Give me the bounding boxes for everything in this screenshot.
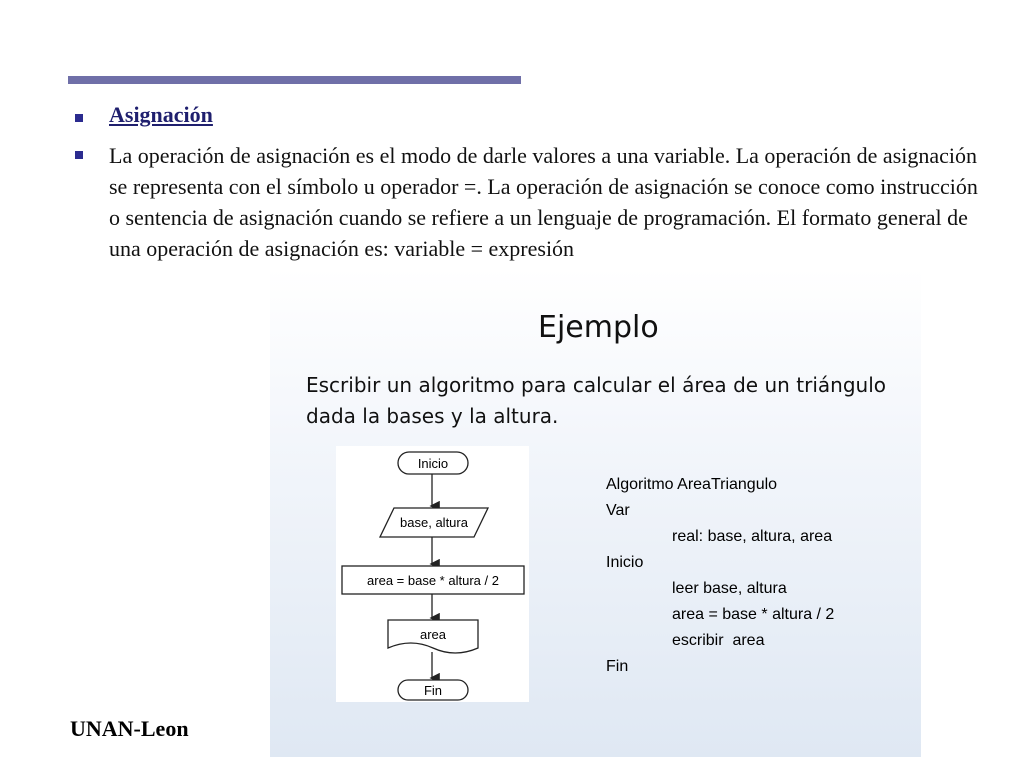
title-rule — [68, 76, 521, 84]
flowchart — [336, 446, 529, 702]
end-label: Fin — [423, 683, 443, 698]
algorithm-line: Algoritmo AreaTriangulo — [606, 476, 778, 493]
figure-description: Escribir un algoritmo para calcular el área de un triángulo dada la bases y la altura. — [306, 373, 886, 428]
footer-institution: UNAN-Leon — [70, 716, 189, 741]
algorithm-line: Fin — [606, 658, 629, 675]
bullet-marker — [75, 114, 83, 122]
output-label: area — [419, 627, 447, 642]
process-label: area = base * altura / 2 — [367, 573, 499, 588]
algorithm-line: Var — [606, 502, 630, 519]
flowchart-diagram — [336, 446, 529, 702]
start-label: Inicio — [417, 456, 449, 471]
example-figure — [270, 268, 921, 757]
algorithm-line: real: base, altura, area — [672, 528, 833, 545]
algorithm-pseudocode — [606, 472, 834, 680]
figure-title: Ejemplo — [538, 310, 659, 345]
input-label: base, altura — [400, 515, 468, 530]
body-paragraph: La operación de asignación es el modo de darle valores a una variable. La operación de asignación se representa con el símbolo u operador =. La operación de asignación se conoce como instrucción o sentencia de asignación cuando se refiere a un lenguaje de programación. El formato general de una operación de asignación es: variable = expresión — [109, 143, 978, 261]
section-heading: Asignación — [109, 102, 213, 127]
algorithm-line: Inicio — [606, 554, 644, 571]
algorithm-line: leer base, altura — [672, 580, 787, 597]
bullet-marker — [75, 151, 83, 159]
algorithm-line: escribir area — [672, 632, 765, 649]
algorithm-line: area = base * altura / 2 — [672, 606, 835, 623]
